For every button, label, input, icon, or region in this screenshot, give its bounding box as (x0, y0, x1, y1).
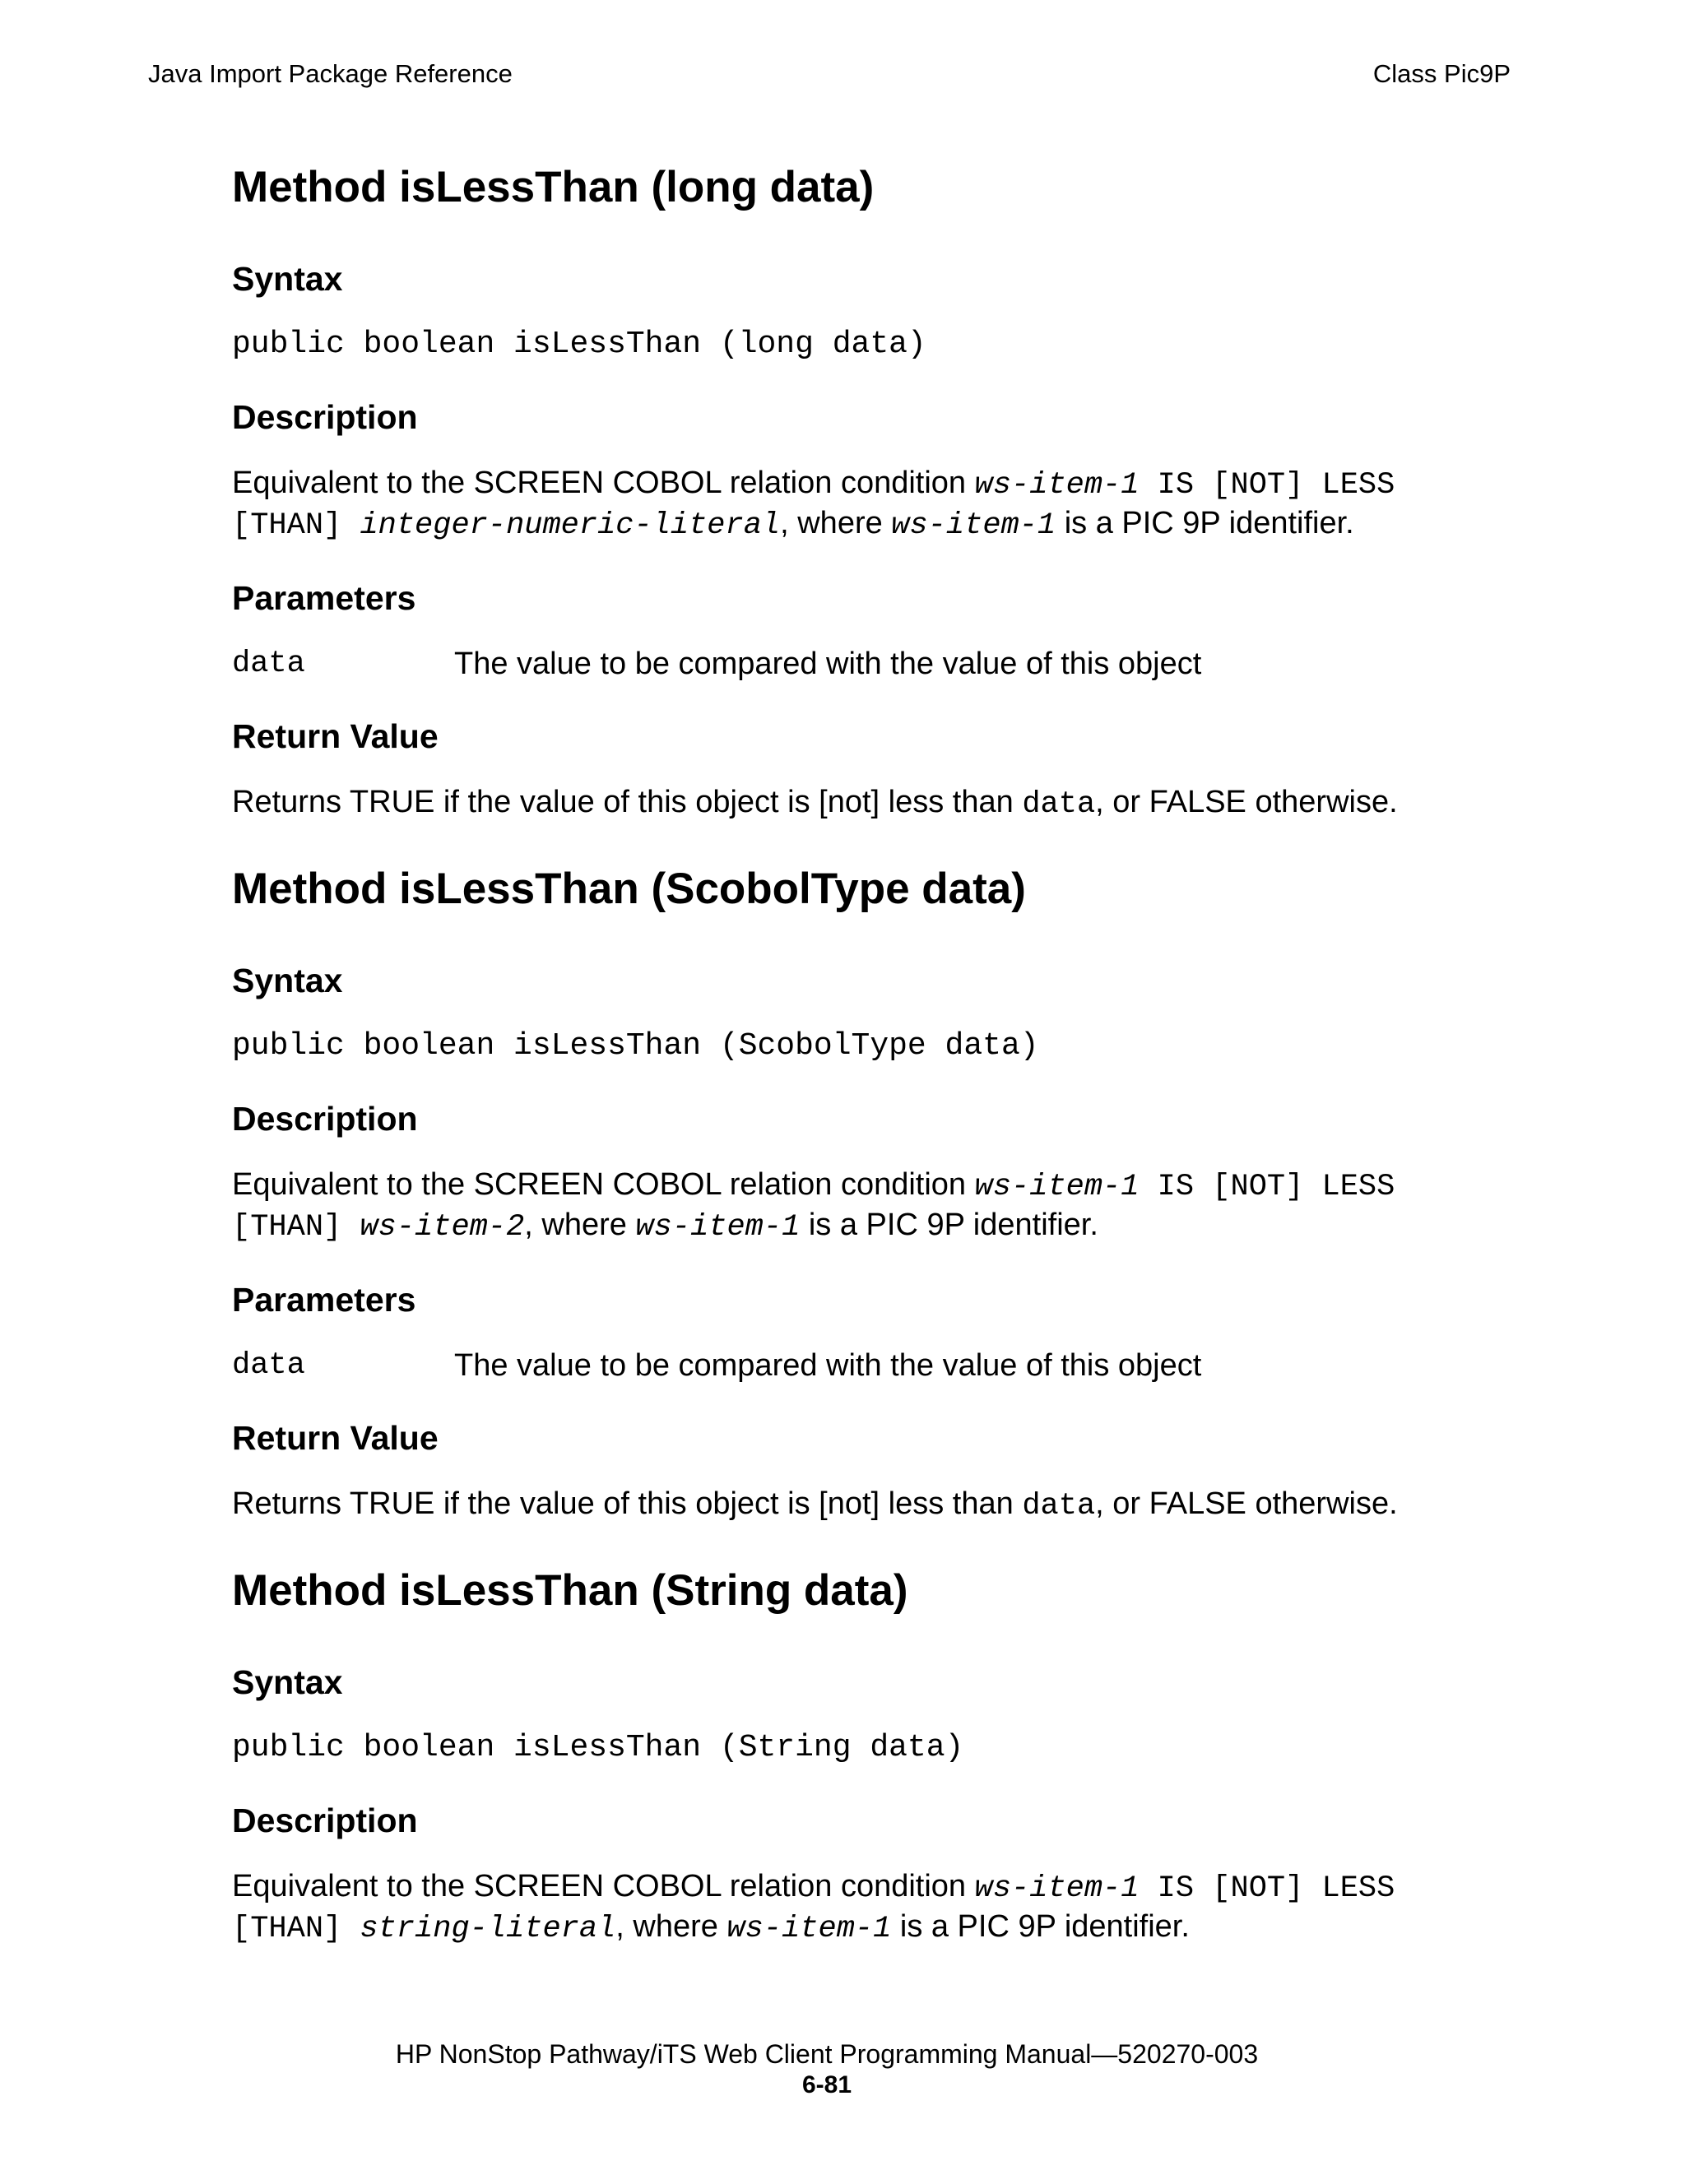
description-heading: Description (232, 1100, 418, 1138)
description-text: Equivalent to the SCREEN COBOL relation condition ws-item-1 IS [NOT] LESS [THAN] string-literal, where ws-item-1 is a PIC 9P identifier. (232, 1869, 1395, 1946)
parameter-description: The value to be compared with the value of this object (454, 1348, 1202, 1383)
return-value-text: Returns TRUE if the value of this object is [not] less than data, or FALSE otherwise. (232, 785, 1398, 822)
method-title: Method isLessThan (String data) (232, 1566, 908, 1615)
parameter-row (232, 645, 1516, 683)
syntax-code: public boolean isLessThan (long data) (232, 327, 926, 362)
parameters-heading: Parameters (232, 1281, 416, 1319)
running-header-left: Java Import Package Reference (148, 59, 513, 88)
description-heading: Description (232, 398, 418, 436)
method-title: Method isLessThan (long data) (232, 163, 875, 211)
method-section-scoboltype (232, 863, 1516, 1525)
return-value-heading: Return Value (232, 1419, 439, 1457)
page-content (232, 161, 1516, 1948)
syntax-code: public boolean isLessThan (String data) (232, 1730, 964, 1765)
syntax-code: public boolean isLessThan (ScobolType data) (232, 1028, 1039, 1064)
syntax-heading: Syntax (232, 260, 343, 298)
method-title: Method isLessThan (ScobolType data) (232, 865, 1026, 913)
parameter-description: The value to be compared with the value of this object (454, 647, 1202, 681)
method-section-string (232, 1565, 1516, 1948)
syntax-heading: Syntax (232, 962, 343, 999)
syntax-heading: Syntax (232, 1663, 343, 1701)
description-text: Equivalent to the SCREEN COBOL relation condition ws-item-1 IS [NOT] LESS [THAN] integer-numeric-literal, where ws-item-1 is a PIC 9P identifier. (232, 466, 1395, 543)
parameters-heading: Parameters (232, 579, 416, 617)
manual-title: HP NonStop Pathway/iTS Web Client Programming Manual—520270-003 (395, 2039, 1259, 2069)
return-value-heading: Return Value (232, 717, 439, 755)
method-section-long (232, 161, 1516, 823)
page-footer (0, 2038, 1654, 2101)
description-text: Equivalent to the SCREEN COBOL relation condition ws-item-1 IS [NOT] LESS [THAN] ws-item-2, where ws-item-1 is a PIC 9P identifier. (232, 1167, 1395, 1245)
running-header-right: Class Pic9P (1372, 59, 1511, 88)
return-value-text: Returns TRUE if the value of this object is [not] less than data, or FALSE otherwise. (232, 1486, 1398, 1523)
parameter-name: data (232, 647, 305, 681)
description-heading: Description (232, 1801, 418, 1839)
parameter-name: data (232, 1348, 305, 1383)
parameter-row (232, 1347, 1516, 1384)
page-number: 6-81 (801, 2071, 852, 2098)
